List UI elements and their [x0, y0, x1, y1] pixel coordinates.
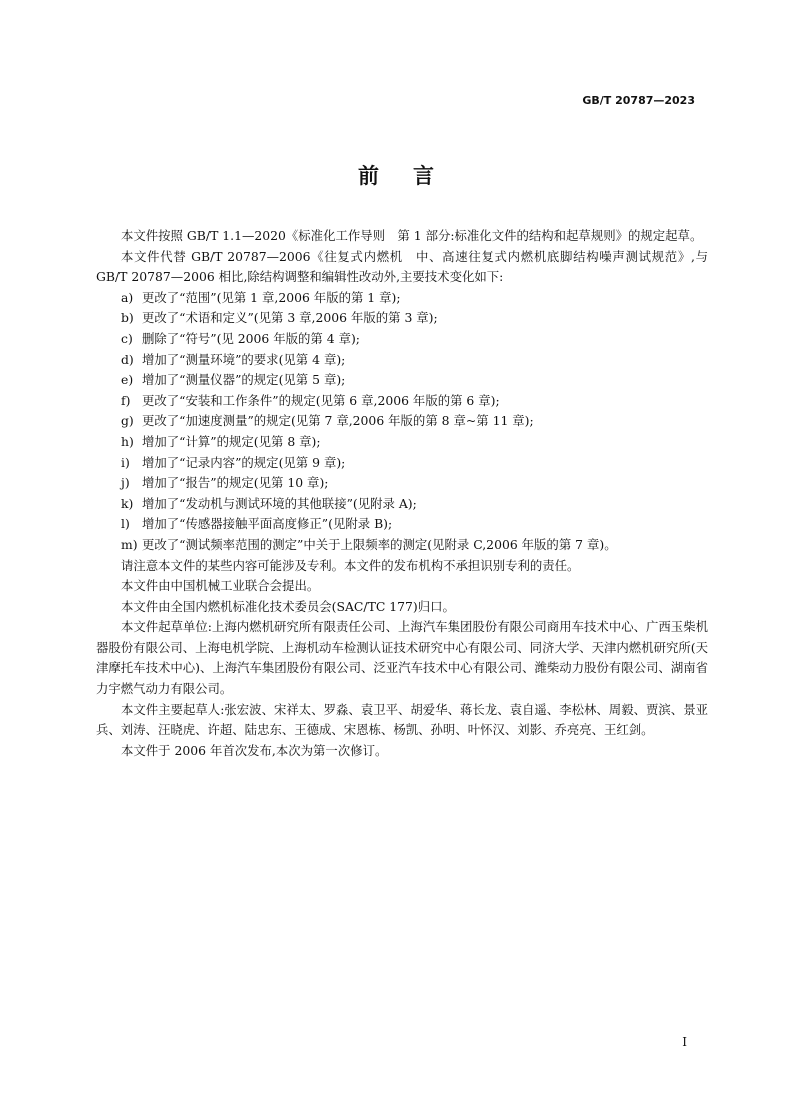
- list-item-text: 增加了“测量仪器”的规定(见第 5 章);: [142, 372, 346, 388]
- list-item-text: 更改了“测试频率范围的测定”中关于上限频率的测定(见附录 C,2006 年版的第 7 章)。: [142, 536, 617, 552]
- list-item-label: g): [121, 413, 134, 429]
- list-item-label: l): [121, 516, 130, 532]
- list-item-label: m): [121, 536, 138, 552]
- paragraph-committee: 本文件由全国内燃机标准化技术委员会(SAC/TC 177)归口。: [121, 598, 455, 614]
- list-item-text: 删除了“符号”(见 2006 年版的第 4 章);: [142, 330, 360, 346]
- list-item: [96, 494, 708, 515]
- foreword-body: [96, 226, 708, 761]
- list-item-label: i): [121, 454, 130, 470]
- list-item-text: 更改了“安装和工作条件”的规定(见第 6 章,2006 年版的第 6 章);: [142, 392, 500, 408]
- list-item: [96, 432, 708, 453]
- list-item-label: e): [121, 372, 134, 388]
- list-item-label: d): [121, 351, 134, 367]
- list-item-text: 更改了“范围”(见第 1 章,2006 年版的第 1 章);: [142, 289, 401, 305]
- list-item-text: 更改了“加速度测量”的规定(见第 7 章,2006 年版的第 8 章~第 11 章);: [142, 413, 534, 429]
- list-item-label: c): [121, 330, 133, 346]
- list-item-text: 增加了“发动机与测试环境的其他联接”(见附录 A);: [142, 495, 417, 511]
- list-item-label: k): [121, 495, 134, 511]
- page-title: 前言: [358, 164, 468, 188]
- paragraph-replaces: 本文件代替 GB/T 20787—2006《往复式内燃机 中、高速往复式内燃机底脚结构噪声测试规范》,与 GB/T 20787—2006 相比,除结构调整和编辑性改动外,主要技术变化如下:: [96, 248, 708, 285]
- list-item-text: 增加了“传感器接触平面高度修正”(见附录 B);: [142, 516, 393, 532]
- list-item-text: 增加了“记录内容”的规定(见第 9 章);: [142, 454, 346, 470]
- list-item: [96, 453, 708, 474]
- list-item-label: b): [121, 310, 134, 326]
- list-item-label: a): [121, 289, 134, 305]
- list-item: [96, 473, 708, 494]
- list-item: [96, 350, 708, 371]
- paragraph-proposer: 本文件由中国机械工业联合会提出。: [121, 578, 320, 594]
- list-item-text: 增加了“报告”的规定(见第 10 章);: [142, 475, 329, 491]
- page-number: I: [682, 1035, 687, 1049]
- list-item: [96, 329, 708, 350]
- list-item: [96, 514, 708, 535]
- list-item: [96, 411, 708, 432]
- list-item-label: f): [121, 392, 131, 408]
- paragraph-history: 本文件于 2006 年首次发布,本次为第一次修订。: [121, 742, 388, 758]
- paragraph-patent-notice: 请注意本文件的某些内容可能涉及专利。本文件的发布机构不承担识别专利的责任。: [121, 557, 580, 573]
- list-item: [96, 535, 708, 556]
- list-item-text: 更改了“术语和定义”(见第 3 章,2006 年版的第 3 章);: [142, 310, 438, 326]
- list-item: [96, 370, 708, 391]
- paragraph-drafting-units: 本文件起草单位:上海内燃机研究所有限责任公司、上海汽车集团股份有限公司商用车技术中心、广西玉柴机器股份有限公司、上海电机学院、上海机动车检测认证技术研究中心有限公司、同济大学、天津内燃机研究所(天津摩托车技术中心)、上海汽车集团股份有限公司、泛亚汽车技术中心有限公司、潍柴动力股份有限公司、湖南省力宇燃气动力有限公司。: [96, 619, 708, 697]
- list-item-label: h): [121, 433, 134, 449]
- list-item: [96, 288, 708, 309]
- paragraph-drafters: 本文件主要起草人:张宏波、宋祥太、罗淼、袁卫平、胡爱华、蒋长龙、袁自遥、李松林、周毅、贾滨、景亚兵、刘涛、汪晓虎、许超、陆忠东、王德成、宋恩栋、杨凯、孙明、叶怀汉、刘影、乔亮亮、王红剑。: [96, 701, 708, 738]
- list-item-label: j): [121, 475, 130, 491]
- list-item: [96, 391, 708, 412]
- list-item-text: 增加了“测量环境”的要求(见第 4 章);: [142, 351, 346, 367]
- standard-number: GB/T 20787—2023: [582, 94, 695, 107]
- paragraph-drafting-rules: 本文件按照 GB/T 1.1—2020《标准化工作导则 第 1 部分:标准化文件的结构和起草规则》的规定起草。: [121, 228, 703, 243]
- list-item-text: 增加了“计算”的规定(见第 8 章);: [142, 433, 321, 449]
- change-list: [96, 288, 708, 556]
- list-item: [96, 308, 708, 329]
